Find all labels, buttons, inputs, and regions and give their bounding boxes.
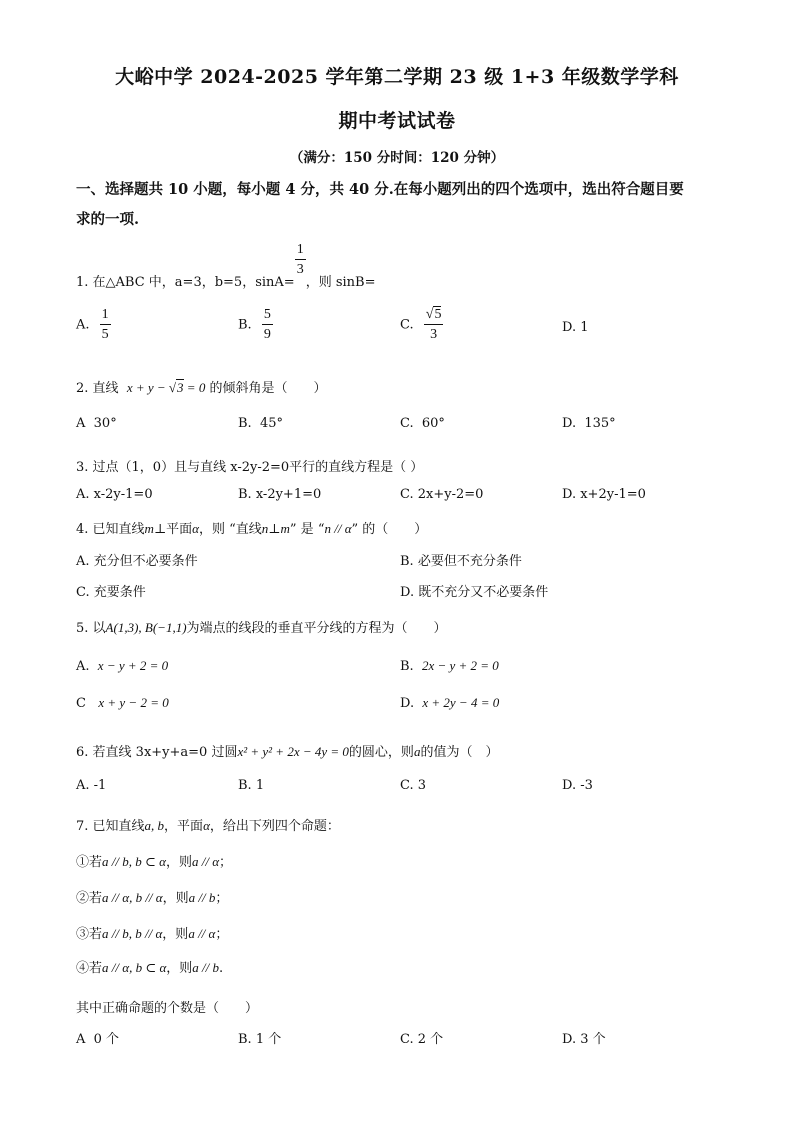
question-6: 6. 若直线 3x+y+a=0 过圆x² + y² + 2x − 4y = 0的圆心，则a的值为（ ） [76,744,499,760]
q6-option-c: C. 3 [400,778,427,793]
q7-option-c: C. 2 个 [400,1032,444,1047]
q7-option-b: B. 1 个 [238,1032,282,1047]
q7-question: 其中正确命题的个数是（ ） [76,1001,259,1016]
q1-stem-b: ，则 sinB= [305,275,376,290]
q4-option-b: B. 必要但不充分条件 [400,554,522,569]
q7-proposition-4: ④若a // α, b ⊂ α，则a // b. [76,960,224,976]
q6-option-d: D. -3 [562,778,593,793]
q4-option-a: A. 充分但不必要条件 [76,554,198,569]
q1-option-b: B. $\frac{5}{9}$ [238,307,271,342]
q2-equation: x + y − √3 = 0 [126,380,206,395]
q3-option-c: C. 2x+y-2=0 [400,487,484,502]
q2-option-d: D. 135° [562,416,616,431]
page-title-line2: 期中考试试卷 [338,110,456,132]
q4-option-c: C. 充要条件 [76,585,146,600]
q2-option-c: C. 60° [400,416,445,431]
q7-proposition-1: ①若a // b, b ⊂ α，则a // α； [76,854,233,870]
section-heading: 一、选择题共 10 小题，每小题 4 分，共 40 分.在每小题列出的四个选项中，选出符合题目要 [76,181,684,198]
section-heading-cont: 求的一项. [76,211,140,228]
q5-option-d: D. x + 2y − 4 = 0 [400,695,500,711]
q6-option-a: A. -1 [76,778,107,793]
q5-points: A(1,3), B(−1,1) [105,620,187,635]
q5-option-a: A. x − y + 2 = 0 [76,658,169,674]
q4-option-d: D. 既不充分又不必要条件 [400,585,549,600]
q5-option-c: C x + y − 2 = 0 [76,695,169,711]
q1-option-c: C. $\frac{√5}{3}$ [400,307,442,342]
question-1 [76,243,375,290]
q2-option-b: B. 45° [238,416,283,431]
q1-stem-a: 1. 在△ABC 中，a=3，b=5，sinA= [76,275,295,290]
q7-proposition-3: ③若a // b, b // α，则a // α； [76,926,229,942]
q1-option-a: A. $\frac{1}{5}$ [76,307,109,342]
question-4: 4. 已知直线m⊥平面α，则 “直线n⊥m” 是 “n // α” 的（ ） [76,521,428,537]
q7-option-a: A 0 个 [76,1032,120,1047]
q7-option-d: D. 3 个 [562,1032,606,1047]
page-title: 大峪中学 2024-2025 学年第二学期 23 级 1+3 年级数学学科 [115,66,679,88]
q3-option-b: B. x-2y+1=0 [238,487,322,502]
q2-option-a: A 30° [76,416,117,431]
question-7: 7. 已知直线a, b，平面α，给出下列四个命题： [76,818,340,834]
question-3: 3. 过点（1，0）且与直线 x-2y-2=0平行的直线方程是（ ） [76,460,424,475]
q1-option-d: D. 1 [562,320,589,335]
q3-option-a: A. x-2y-1=0 [76,487,153,502]
q6-circle-equation: x² + y² + 2x − 4y = 0 [237,744,349,759]
exam-subtitle: （满分：150 分时间：120 分钟） [289,150,505,166]
q7-proposition-2: ②若a // α, b // α，则a // b； [76,890,229,906]
q3-option-d: D. x+2y-1=0 [562,487,646,502]
question-2: 2. 直线 x + y − √3 = 0 的倾斜角是（ ） [76,380,327,396]
q1-sinA-fraction: $\frac{1}{3}$ [296,242,304,277]
q6-option-b: B. 1 [238,778,265,793]
q5-option-b: B. 2x − y + 2 = 0 [400,658,499,674]
question-5: 5. 以A(1,3), B(−1,1)为端点的线段的垂直平分线的方程为（ ） [76,620,447,636]
